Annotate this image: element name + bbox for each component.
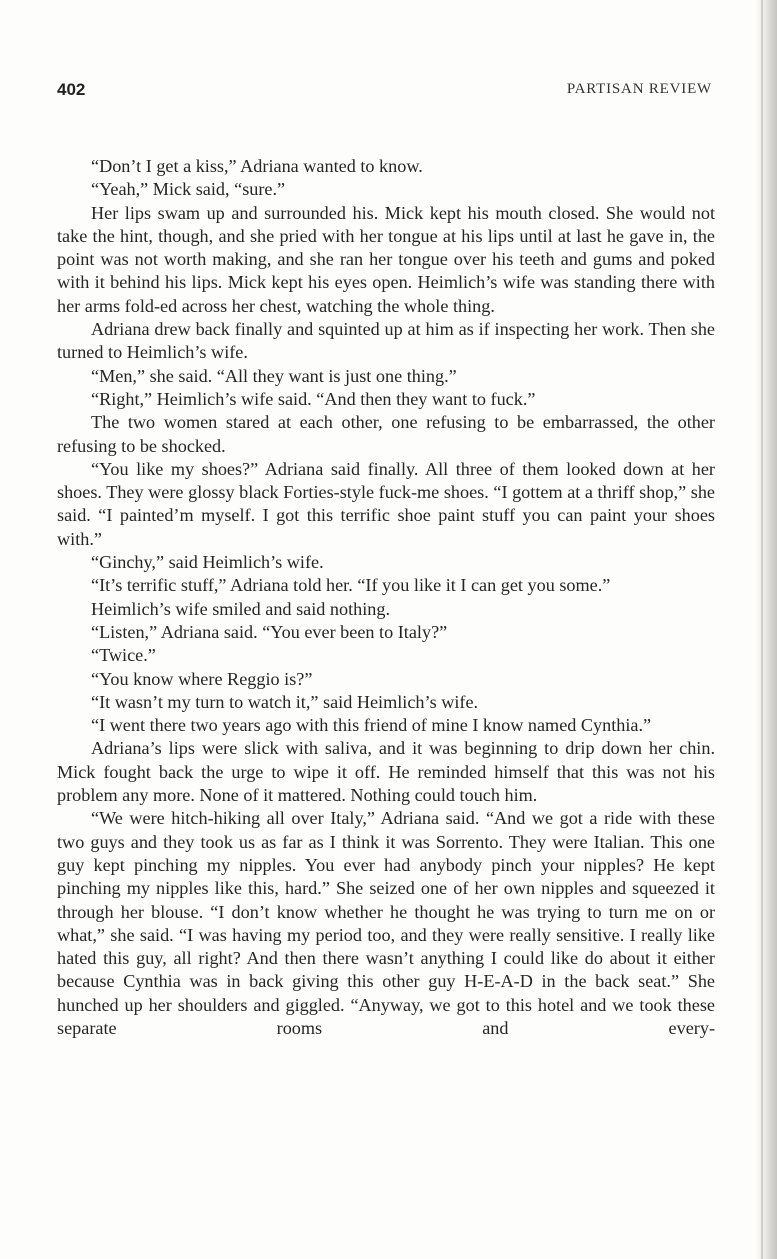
paragraph: Adriana drew back finally and squinted up at him as if inspecting her work. Then she turned to Heimlich’s wife. (57, 319, 715, 363)
paragraph: “I went there two years ago with this friend of mine I know named Cynthia.” (91, 715, 652, 736)
page-header (57, 80, 712, 104)
paragraph: “We were hitch-hiking all over Italy,” Adriana said. “And we got a ride with these two guys and they took us as far as I think it was Sorrento. They were Italian. This one guy kept pinching my nipples. You ever had anybody pinch your nipples? He kept pinching my nipples like this, hard.” She seized one of her own nipples and squeezed it through her blouse. “I don’t know whether he thought he was trying to turn me on or what,” she said. “I was having my period too, and they were really sensitive. I really like hated this guy, all right? And then there wasn’t anything I could like do about it either because Cynthia was in back giving this other guy H-E-A-D in the back seat.” She hunched up her shoulders and giggled. “Anyway, we got to this hotel and we took these separate rooms and every- (57, 808, 715, 1038)
paragraph: Heimlich’s wife smiled and said nothing. (91, 598, 391, 619)
paragraph: “You like my shoes?” Adriana said finally. All three of them looked down at her shoes. They were glossy black Forties-style fuck-me shoes. “I gottem at a thriff shop,” she said. “I painted’m myself. I got this terrific shoe paint stuff you can paint your shoes with.” (57, 458, 715, 549)
page-gutter-shadow (755, 0, 777, 1259)
page-edge-line (761, 0, 763, 1259)
paragraph: “Twice.” (91, 645, 156, 666)
body-text (57, 155, 715, 1040)
paragraph: “Men,” she said. “All they want is just one thing.” (91, 365, 457, 386)
page-number: 402 (57, 80, 86, 99)
paragraph: The two women stared at each other, one refusing to be embarrassed, the other refusing to be shocked. (57, 412, 715, 456)
paragraph: Her lips swam up and surrounded his. Mick kept his mouth closed. She would not take the hint, though, and she pried with her tongue at his lips until at last he gave in, the point was not worth making, and she ran her tongue over his teeth and gums and poked with it behind his lips. Mick kept his eyes open. Heimlich’s wife was standing there with her arms fold-ed across her chest, watching the whole thing. (57, 202, 715, 316)
paragraph: “Don’t I get a kiss,” Adriana wanted to know. (91, 156, 423, 176)
paragraph: “You know where Reggio is?” (91, 668, 313, 689)
paragraph: “Ginchy,” said Heimlich’s wife. (91, 552, 324, 573)
paragraph: “It wasn’t my turn to watch it,” said Heimlich’s wife. (91, 691, 479, 712)
paragraph: “Listen,” Adriana said. “You ever been to Italy?” (91, 621, 448, 642)
running-head: PARTISAN REVIEW (566, 81, 712, 97)
paragraph: “Right,” Heimlich’s wife said. “And then they want to fuck.” (91, 388, 536, 409)
paragraph: “Yeah,” Mick said, “sure.” (91, 179, 286, 200)
paragraph: “It’s terrific stuff,” Adriana told her. “If you like it I can get you some.” (91, 575, 611, 596)
paragraph: Adriana’s lips were slick with saliva, and it was beginning to drip down her chin. Mick fought back the urge to wipe it off. He reminded himself that this was not his problem any more. None of it mattered. Nothing could touch him. (57, 738, 715, 806)
